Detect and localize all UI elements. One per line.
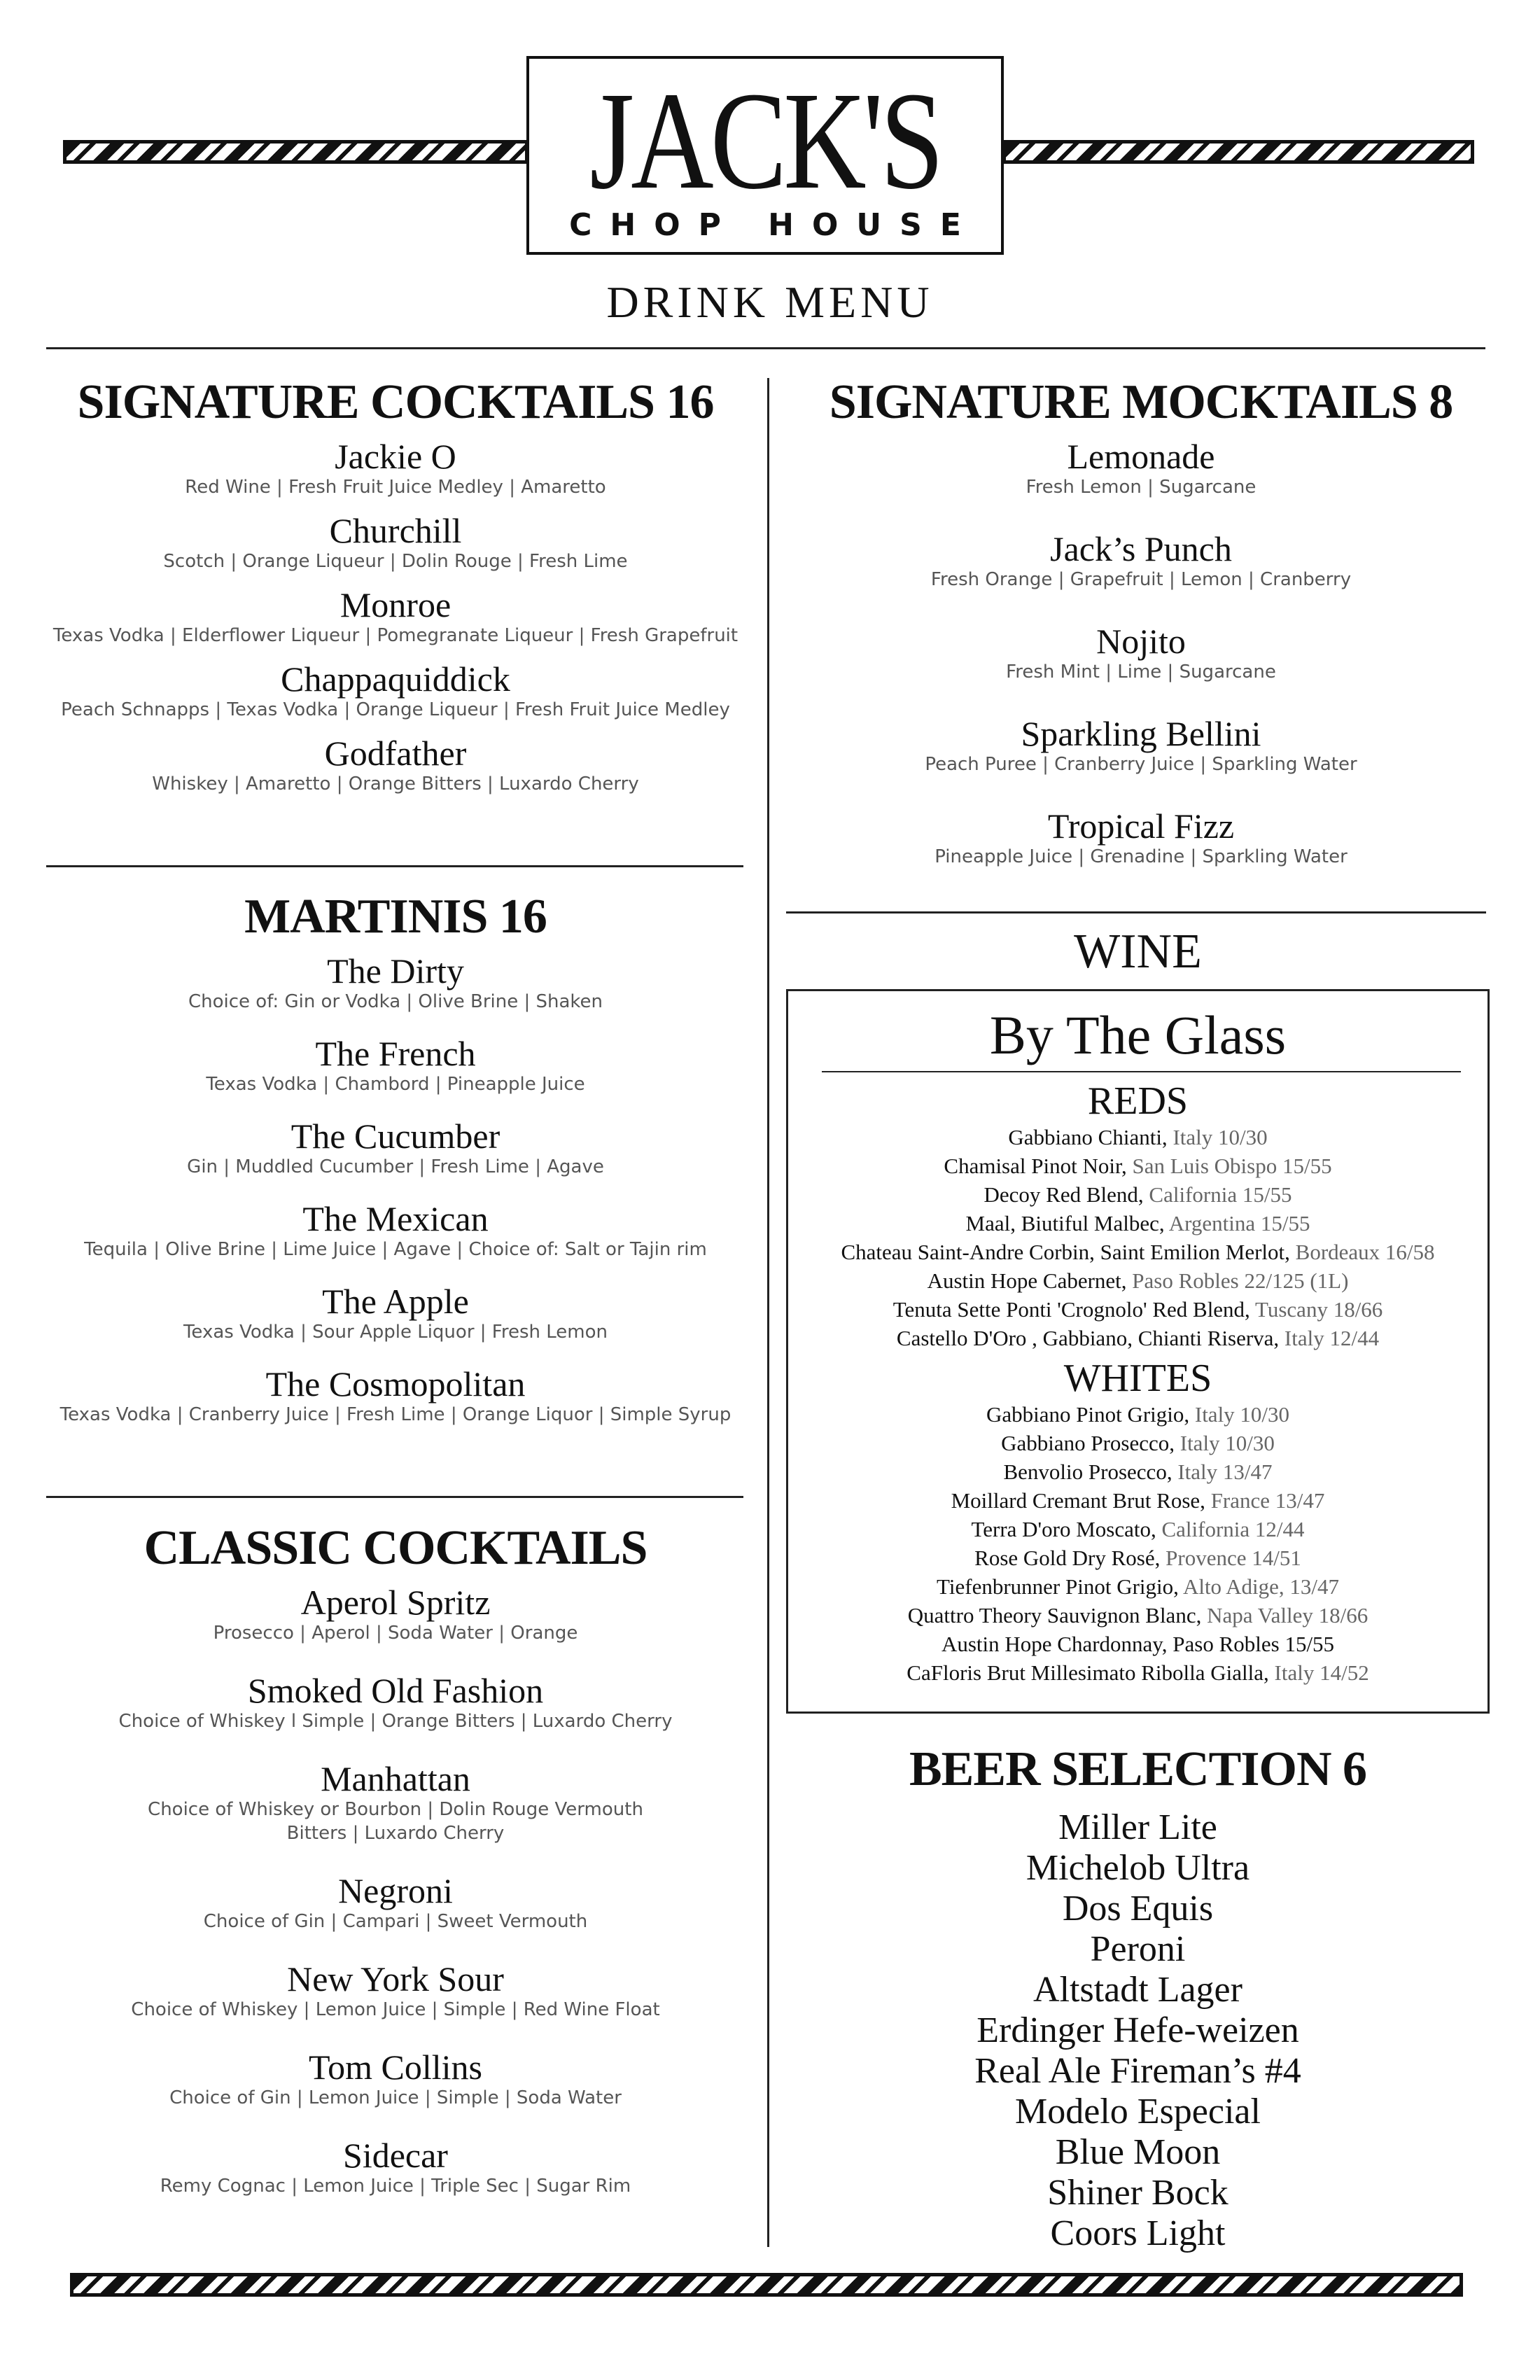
wine-region-price: Italy 12/44 [1284, 1326, 1380, 1350]
item-description-line2: Bitters | Luxardo Cherry [286, 1823, 505, 1844]
item-name: Tom Collins [309, 2047, 482, 2087]
wine-name: Chamisal Pinot Noir, [944, 1154, 1127, 1178]
wine-entry [788, 1123, 1488, 1152]
menu-item [28, 1365, 763, 1427]
wine-name: Rose Gold Dry Rosé, [974, 1546, 1161, 1570]
wine-entry [788, 1295, 1488, 1324]
menu-item [28, 1583, 763, 1645]
menu-item [28, 1282, 763, 1344]
beer-item: Real Ale Fireman’s #4 [974, 2051, 1301, 2091]
beer-item: Miller Lite [1058, 1807, 1217, 1847]
wine-region-price: California 12/44 [1161, 1517, 1305, 1541]
item-description: Red Wine | Fresh Fruit Juice Medley | Amaretto [185, 477, 606, 498]
header-divider [46, 347, 1485, 349]
item-description: Peach Schnapps | Texas Vodka | Orange Liqueur | Fresh Fruit Juice Medley [61, 699, 730, 720]
item-description: Choice of Gin | Lemon Juice | Simple | Soda Water [169, 2087, 622, 2108]
item-description: Fresh Mint | Lime | Sugarcane [1006, 662, 1276, 682]
wine-entry [788, 1324, 1488, 1352]
section-heading: SIGNATURE COCKTAILS 16 [77, 375, 714, 429]
item-name: Manhattan [321, 1759, 470, 1798]
beer-item: Altstadt Lager [1033, 1970, 1242, 2010]
item-name: Godfather [324, 734, 467, 773]
item-description: Fresh Orange | Grapefruit | Lemon | Cranberry [930, 569, 1352, 590]
art-deco-border-left [63, 140, 528, 164]
section-heading: BEER SELECTION 6 [909, 1742, 1367, 1796]
wine-region-price: Tuscany 18/66 [1255, 1297, 1383, 1322]
item-description: Whiskey | Amaretto | Orange Bitters | Luxardo Cherry [152, 774, 639, 794]
item-description: Choice of: Gin or Vodka | Olive Brine | Shaken [188, 991, 603, 1012]
wine-region-price: Italy 10/30 [1194, 1402, 1290, 1427]
item-name: Jack’s Punch [1050, 529, 1232, 568]
item-description: Choice of Gin | Campari | Sweet Vermouth [203, 1911, 588, 1932]
item-description: Gin | Muddled Cucumber | Fresh Lime | Agave [187, 1156, 604, 1177]
reds-heading: REDS [1087, 1079, 1189, 1123]
wine-name: Moillard Cremant Brut Rose, [951, 1488, 1205, 1513]
wine-name: Austin Hope Chardonnay, Paso Robles 15/55 [941, 1632, 1335, 1656]
wine-region-price: Italy 14/52 [1274, 1660, 1369, 1685]
wine-region-price: Bordeaux 16/58 [1295, 1240, 1435, 1264]
item-name: Jackie O [335, 437, 456, 476]
logo [526, 56, 1004, 255]
item-description: Scotch | Orange Liqueur | Dolin Rouge | Fresh Lime [163, 551, 628, 572]
column-divider [767, 378, 769, 2247]
whites-heading: WHITES [1063, 1357, 1212, 1400]
wine-entry [788, 1457, 1488, 1486]
item-name: Negroni [338, 1871, 453, 1910]
wine-name: Quattro Theory Sauvignon Blanc, [907, 1603, 1202, 1628]
beer-section [786, 1742, 1490, 2254]
wine-name: Austin Hope Cabernet, [927, 1268, 1127, 1293]
wine-region-price: Provence 14/51 [1166, 1546, 1301, 1570]
item-description: Pineapple Juice | Grenadine | Sparkling Water [934, 846, 1348, 867]
menu-item [28, 586, 763, 648]
item-description: Remy Cognac | Lemon Juice | Triple Sec | Sugar Rim [160, 2176, 631, 2197]
item-name: Lemonade [1067, 437, 1215, 476]
menu-item [28, 1672, 763, 1733]
menu-item [28, 438, 763, 499]
section-divider [46, 1496, 743, 1498]
beer-item: Erdinger Hefe-weizen [976, 2010, 1299, 2050]
wine-region-price: Argentina 15/55 [1168, 1211, 1310, 1236]
wine-region-price: France 13/47 [1210, 1488, 1325, 1513]
wine-entry [788, 1486, 1488, 1515]
wine-name: Benvolio Prosecco, [1003, 1460, 1172, 1484]
beer-item: Shiner Bock [1047, 2173, 1228, 2213]
item-name: New York Sour [287, 1959, 504, 1998]
item-description: Texas Vodka | Cranberry Juice | Fresh Lime | Orange Liquor | Simple Syrup [59, 1404, 732, 1425]
wine-region-price: Italy 10/30 [1172, 1125, 1268, 1149]
menu-item [28, 2136, 763, 2198]
item-name: Sidecar [343, 2136, 448, 2175]
menu-item [791, 807, 1491, 869]
wine-name: Decoy Red Blend, [983, 1182, 1144, 1207]
wine-entry [788, 1400, 1488, 1429]
wine-entry [788, 1544, 1488, 1572]
wine-name: Tenuta Sette Ponti 'Crognolo' Red Blend, [892, 1297, 1250, 1322]
wine-entry [788, 1180, 1488, 1209]
item-description: Peach Puree | Cranberry Juice | Sparkling Water [925, 754, 1357, 775]
by-the-glass-title: By The Glass [989, 1004, 1287, 1065]
brand-subtitle: CHOP HOUSE [569, 207, 979, 243]
classic-cocktails-section [28, 1520, 763, 2198]
wine-name: Chateau Saint-Andre Corbin, Saint Emilion Merlot, [841, 1240, 1290, 1264]
wine-entry [788, 1152, 1488, 1180]
section-heading: MARTINIS 16 [244, 890, 547, 944]
wine-region-price: San Luis Obispo 15/55 [1132, 1154, 1332, 1178]
item-name: The Apple [322, 1282, 469, 1321]
by-the-glass-rule [822, 1071, 1461, 1072]
wine-name: Castello D'Oro , Gabbiano, Chianti Riserva, [896, 1326, 1280, 1350]
item-name: The Dirty [327, 951, 464, 990]
wine-entry [788, 1572, 1488, 1601]
wine-entry [788, 1658, 1488, 1687]
section-divider [786, 911, 1486, 913]
beer-item: Modelo Especial [1015, 2092, 1261, 2132]
item-name: Sparkling Bellini [1021, 714, 1261, 753]
art-deco-border-bottom [70, 2273, 1463, 2297]
wine-by-the-glass-box [786, 989, 1490, 1714]
menu-item [28, 1117, 763, 1179]
wine-region-price: Napa Valley 18/66 [1207, 1603, 1368, 1628]
item-name: Smoked Old Fashion [247, 1671, 544, 1710]
menu-item [791, 715, 1491, 776]
menu-item [28, 660, 763, 722]
item-description: Texas Vodka | Elderflower Liqueur | Pomegranate Liqueur | Fresh Grapefruit [52, 625, 738, 646]
menu-item [791, 622, 1491, 684]
menu-item [28, 1760, 763, 1845]
menu-item [791, 530, 1491, 592]
item-description: Choice of Whiskey l Simple | Orange Bitters | Luxardo Cherry [118, 1711, 673, 1732]
item-name: Tropical Fizz [1047, 806, 1235, 846]
item-description: Prosecco | Aperol | Soda Water | Orange [213, 1623, 578, 1644]
item-description: Choice of Whiskey | Lemon Juice | Simple | Red Wine Float [131, 1999, 660, 2020]
item-description: Texas Vodka | Chambord | Pineapple Juice [206, 1074, 585, 1095]
menu-item [28, 734, 763, 796]
wine-region-price: Italy 13/47 [1177, 1460, 1273, 1484]
wine-entry [788, 1601, 1488, 1630]
menu-item [28, 1960, 763, 2022]
item-name: Nojito [1096, 622, 1186, 661]
beer-item: Blue Moon [1055, 2132, 1221, 2172]
item-description: Fresh Lemon | Sugarcane [1026, 477, 1256, 498]
item-description: Texas Vodka | Sour Apple Liquor | Fresh Lemon [183, 1322, 608, 1343]
martinis-section [28, 889, 763, 1427]
section-heading: CLASSIC COCKTAILS [144, 1521, 648, 1575]
wine-entry [788, 1266, 1488, 1295]
wine-entry [788, 1429, 1488, 1457]
wine-heading: WINE [1074, 925, 1202, 979]
item-name: Monroe [340, 585, 451, 624]
beer-item: Michelob Ultra [1026, 1848, 1250, 1888]
menu-item [28, 952, 763, 1014]
art-deco-border-right [1002, 140, 1474, 164]
item-name: The Cucumber [290, 1116, 500, 1156]
signature-mocktails-section [791, 374, 1491, 869]
item-name: Churchill [329, 511, 462, 550]
signature-cocktails-section [28, 374, 763, 796]
section-divider [46, 865, 743, 867]
item-name: The Cosmopolitan [265, 1364, 526, 1404]
wine-name: Gabbiano Pinot Grigio, [986, 1402, 1190, 1427]
wine-entry [788, 1515, 1488, 1544]
wine-name: Tiefenbrunner Pinot Grigio, [937, 1574, 1179, 1599]
beer-item: Coors Light [1050, 2213, 1226, 2253]
wine-name: Terra D'oro Moscato, [971, 1517, 1156, 1541]
menu-title: DRINK MENU [606, 277, 934, 327]
beer-item: Peroni [1090, 1929, 1186, 1969]
wine-name: Gabbiano Prosecco, [1001, 1431, 1175, 1455]
item-name: The French [315, 1034, 476, 1073]
wine-name: Maal, Biutiful Malbec, [965, 1211, 1165, 1236]
item-name: Aperol Spritz [300, 1583, 491, 1622]
wine-entry [788, 1630, 1488, 1658]
wine-region-price: Italy 10/30 [1180, 1431, 1275, 1455]
item-name: Chappaquiddick [281, 659, 510, 699]
menu-item [28, 1872, 763, 1933]
item-description: Choice of Whiskey or Bourbon | Dolin Rouge Vermouth [148, 1799, 643, 1820]
brand-name: JACK'S [589, 64, 941, 218]
beer-item: Dos Equis [1062, 1889, 1214, 1928]
section-heading: SIGNATURE MOCKTAILS 8 [829, 375, 1453, 429]
item-description: Tequila | Olive Brine | Lime Juice | Agave | Choice of: Salt or Tajin rim [84, 1239, 707, 1260]
wine-name: Gabbiano Chianti, [1008, 1125, 1168, 1149]
wine-entry [788, 1209, 1488, 1238]
wine-region-price: California 15/55 [1149, 1182, 1292, 1207]
wine-name: CaFloris Brut Millesimato Ribolla Gialla, [906, 1660, 1269, 1685]
wine-entry [788, 1238, 1488, 1266]
menu-item [28, 1035, 763, 1096]
item-name: The Mexican [302, 1199, 489, 1238]
wine-region-price: Paso Robles 22/125 (1L) [1132, 1268, 1349, 1293]
menu-item [28, 1200, 763, 1261]
wine-region-price: Alto Adige, 13/47 [1182, 1574, 1339, 1599]
menu-item [28, 512, 763, 573]
menu-item [791, 438, 1491, 499]
menu-item [28, 2048, 763, 2110]
